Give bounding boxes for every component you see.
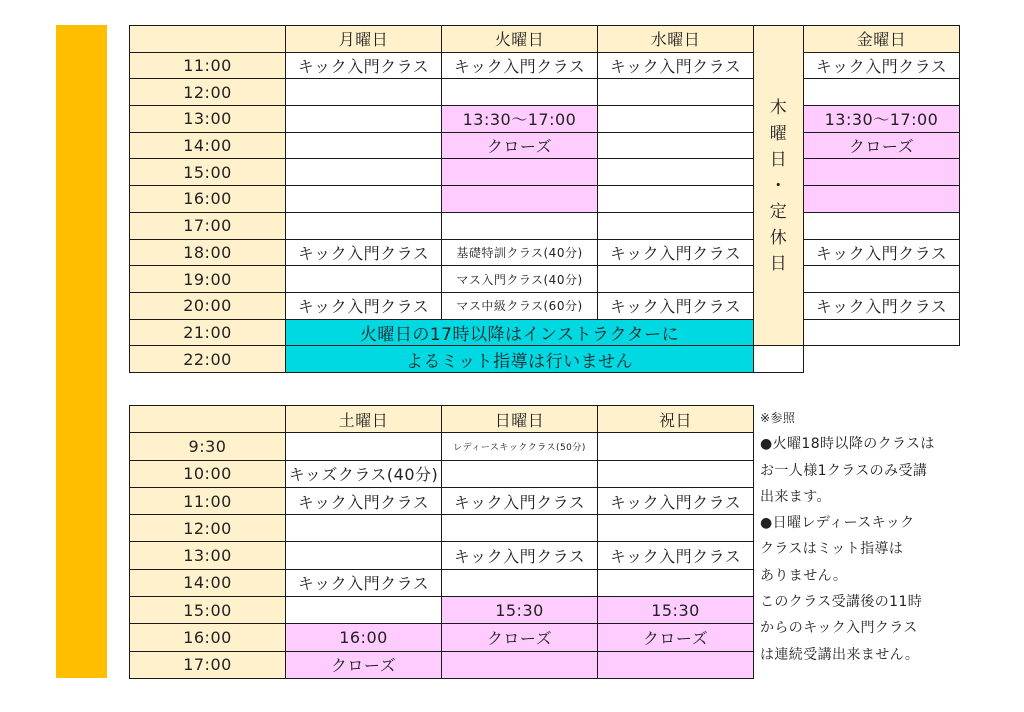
- monday-cell: キック入門クラス: [286, 239, 442, 266]
- time-cell: 12:00: [130, 79, 286, 106]
- time-cell: 19:00: [130, 266, 286, 293]
- friday-cell: [804, 186, 960, 213]
- saturday-cell: [286, 542, 442, 569]
- friday-cell: [804, 212, 960, 239]
- tuesday-cell: 基礎特訓クラス(40分): [442, 239, 598, 266]
- sunday-cell: キック入門クラス: [442, 487, 598, 514]
- friday-cell: クローズ: [804, 132, 960, 159]
- table-row: [130, 79, 960, 106]
- friday-cell: キック入門クラス: [804, 52, 960, 79]
- time-cell: 22:00: [130, 346, 286, 373]
- sunday-cell: レディースキッククラス(50分): [442, 433, 598, 460]
- sunday-cell: [442, 460, 598, 487]
- monday-cell: [286, 186, 442, 213]
- saturday-cell: キッズクラス(40分): [286, 460, 442, 487]
- time-cell: 10:00: [130, 460, 286, 487]
- wednesday-cell: [598, 212, 754, 239]
- sunday-cell: [442, 569, 598, 596]
- wednesday-cell: キック入門クラス: [598, 52, 754, 79]
- tuesday-cell: 13:30〜17:00: [442, 106, 598, 133]
- friday-cell: [804, 266, 960, 293]
- table-row: [130, 651, 754, 678]
- time-cell: 21:00: [130, 319, 286, 346]
- wednesday-cell: [598, 132, 754, 159]
- table-row: [130, 292, 960, 319]
- monday-cell: キック入門クラス: [286, 52, 442, 79]
- table-row: [130, 569, 754, 596]
- time-cell: 20:00: [130, 292, 286, 319]
- friday-cell: キック入門クラス: [804, 292, 960, 319]
- wednesday-cell: [598, 79, 754, 106]
- table-row: [130, 624, 754, 651]
- time-cell: 13:00: [130, 542, 286, 569]
- tuesday-evening-notice: よるミット指導は行いません: [286, 346, 754, 373]
- thursday-label-char: ・: [769, 175, 788, 196]
- holiday-cell: キック入門クラス: [598, 542, 754, 569]
- sunday-cell: 15:30: [442, 597, 598, 624]
- sunday-cell: キック入門クラス: [442, 542, 598, 569]
- note-line: ●火曜18時以降のクラスは: [760, 436, 935, 453]
- note-line: クラスはミット指導は: [760, 541, 904, 558]
- wednesday-cell: [598, 186, 754, 213]
- wednesday-cell: [598, 266, 754, 293]
- friday-cell: [754, 346, 804, 373]
- sunday-cell: [442, 651, 598, 678]
- note-line: このクラス受講後の11時: [760, 594, 923, 611]
- note-line: 出来ます。: [760, 488, 831, 505]
- friday-cell: [804, 159, 960, 186]
- sunday-cell: [442, 515, 598, 542]
- thursday-closed-label: [754, 26, 804, 346]
- saturday-cell: [286, 433, 442, 460]
- header-row: [130, 26, 960, 53]
- monday-cell: [286, 266, 442, 293]
- table-row: [130, 159, 960, 186]
- time-cell: 15:00: [130, 597, 286, 624]
- tuesday-cell: [442, 159, 598, 186]
- saturday-cell: キック入門クラス: [286, 487, 442, 514]
- header-holiday: 祝日: [598, 406, 754, 433]
- table-row: [130, 460, 754, 487]
- tuesday-cell: マス中級クラス(60分): [442, 292, 598, 319]
- table-row: [130, 346, 960, 373]
- note-line: は連続受講出来ません。: [760, 646, 920, 663]
- table-row: [130, 239, 960, 266]
- sunday-cell: クローズ: [442, 624, 598, 651]
- header-corner: [130, 406, 286, 433]
- table-row: [130, 266, 960, 293]
- holiday-cell: クローズ: [598, 624, 754, 651]
- time-cell: 11:00: [130, 52, 286, 79]
- thursday-label-char: 休: [769, 227, 788, 248]
- holiday-cell: [598, 515, 754, 542]
- table-row: [130, 52, 960, 79]
- table-row: [130, 132, 960, 159]
- weekend-schedule-table: [129, 405, 754, 679]
- holiday-cell: [598, 433, 754, 460]
- tuesday-cell: [442, 212, 598, 239]
- friday-cell: キック入門クラス: [804, 239, 960, 266]
- time-cell: 12:00: [130, 515, 286, 542]
- monday-cell: [286, 212, 442, 239]
- wednesday-cell: キック入門クラス: [598, 292, 754, 319]
- thursday-label-char: 定: [769, 201, 788, 222]
- time-cell: 11:00: [130, 487, 286, 514]
- monday-cell: [286, 132, 442, 159]
- monday-cell: [286, 159, 442, 186]
- saturday-cell: キック入門クラス: [286, 569, 442, 596]
- holiday-cell: [598, 569, 754, 596]
- reference-notes: [760, 405, 980, 668]
- wednesday-cell: [598, 106, 754, 133]
- time-cell: 15:00: [130, 159, 286, 186]
- header-corner: [130, 26, 286, 53]
- monday-cell: [286, 106, 442, 133]
- header-sunday: 日曜日: [442, 406, 598, 433]
- note-line: からのキック入門クラス: [760, 620, 918, 637]
- weekday-schedule-table: [129, 25, 960, 373]
- tuesday-cell: [442, 79, 598, 106]
- tuesday-evening-notice: 火曜日の17時以降はインストラクターに: [286, 319, 754, 346]
- time-cell: 14:00: [130, 569, 286, 596]
- holiday-cell: [598, 460, 754, 487]
- table-row: [130, 542, 754, 569]
- thursday-label-char: 日: [769, 149, 788, 170]
- tuesday-cell: クローズ: [442, 132, 598, 159]
- header-friday: 金曜日: [804, 26, 960, 53]
- header-row: [130, 406, 754, 433]
- table-row: [130, 212, 960, 239]
- time-cell: 13:00: [130, 106, 286, 133]
- time-cell: 14:00: [130, 132, 286, 159]
- thursday-label-char: 木: [769, 97, 788, 118]
- tuesday-cell: マス入門クラス(40分): [442, 266, 598, 293]
- note-line: ●日曜レディースキック: [760, 515, 915, 532]
- friday-cell: 13:30〜17:00: [804, 106, 960, 133]
- time-cell: 16:00: [130, 624, 286, 651]
- header-wednesday: 水曜日: [598, 26, 754, 53]
- table-row: [130, 515, 754, 542]
- time-cell: 17:00: [130, 212, 286, 239]
- note-line: ありません。: [760, 567, 848, 584]
- saturday-cell: クローズ: [286, 651, 442, 678]
- thursday-label-char: 曜: [769, 123, 788, 144]
- holiday-cell: キック入門クラス: [598, 487, 754, 514]
- header-monday: 月曜日: [286, 26, 442, 53]
- saturday-cell: [286, 597, 442, 624]
- table-row: [130, 597, 754, 624]
- thursday-label-char: 日: [769, 253, 788, 274]
- table-row: [130, 487, 754, 514]
- time-cell: 9:30: [130, 433, 286, 460]
- tuesday-cell: [442, 186, 598, 213]
- note-line: お一人様1クラスのみ受講: [760, 462, 928, 479]
- accent-bar: [56, 25, 107, 678]
- saturday-cell: [286, 515, 442, 542]
- friday-cell: [804, 319, 960, 346]
- table-row: [130, 319, 960, 346]
- saturday-cell: 16:00: [286, 624, 442, 651]
- table-row: [130, 433, 754, 460]
- holiday-cell: 15:30: [598, 597, 754, 624]
- monday-cell: [286, 79, 442, 106]
- time-cell: 17:00: [130, 651, 286, 678]
- time-cell: 18:00: [130, 239, 286, 266]
- time-cell: 16:00: [130, 186, 286, 213]
- tuesday-cell: キック入門クラス: [442, 52, 598, 79]
- note-line: ※参照: [760, 411, 796, 425]
- monday-cell: キック入門クラス: [286, 292, 442, 319]
- table-row: [130, 106, 960, 133]
- table-row: [130, 186, 960, 213]
- header-tuesday: 火曜日: [442, 26, 598, 53]
- friday-cell: [804, 79, 960, 106]
- holiday-cell: [598, 651, 754, 678]
- wednesday-cell: キック入門クラス: [598, 239, 754, 266]
- header-saturday: 土曜日: [286, 406, 442, 433]
- wednesday-cell: [598, 159, 754, 186]
